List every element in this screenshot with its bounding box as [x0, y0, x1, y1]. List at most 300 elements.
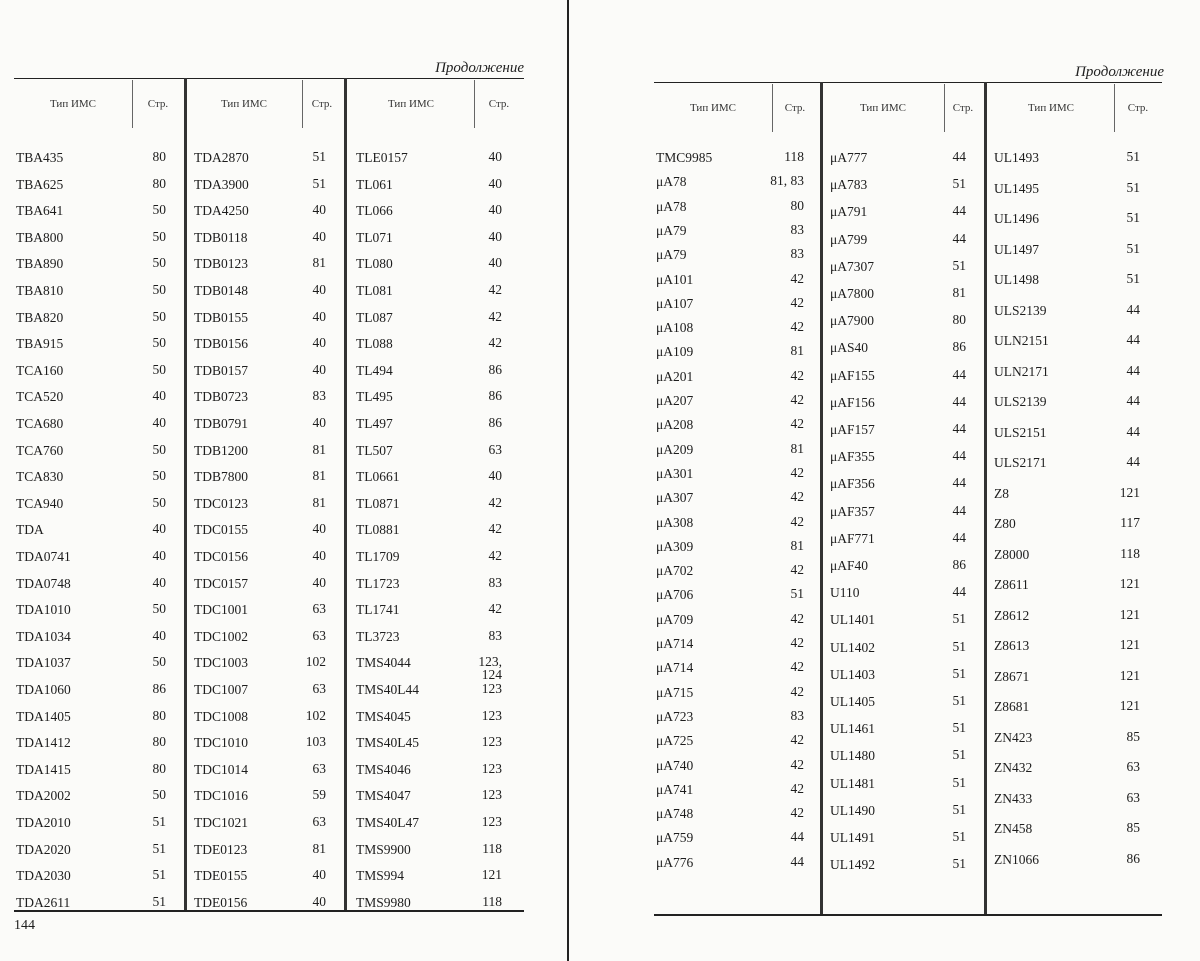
ic-type-cell: TMS4047 [356, 788, 411, 804]
page-ref-cell: 86 [488, 388, 502, 404]
page-ref-cell: 121 [1119, 667, 1140, 683]
ic-type-cell: TMC9985 [656, 150, 713, 165]
ic-type-cell: TDC1007 [194, 682, 248, 697]
page-ref-cell: 42 [790, 416, 804, 432]
page-ref-cell: 40 [312, 548, 326, 563]
page-ref-cell: 63 [312, 601, 326, 617]
ic-type-cell: TL495 [356, 389, 393, 405]
ic-type-cell: μAF40 [830, 558, 868, 573]
ic-type-cell: μA201 [656, 368, 694, 384]
ic-type-cell: TDA0741 [16, 549, 71, 564]
page-ref-cell: 40 [488, 255, 502, 271]
page-ref-cell: 80 [152, 734, 166, 750]
page-ref-cell: 63 [312, 814, 326, 829]
page-ref-cell: 40 [488, 149, 502, 164]
ic-type-cell: UL1461 [830, 721, 875, 737]
page-ref-cell: 42 [790, 319, 804, 335]
page-ref-cell: 42 [790, 659, 804, 675]
ic-type-cell: ZN423 [994, 729, 1033, 745]
header-ic-type: Тип ИМС [49, 98, 97, 110]
page-ref-cell: 40 [312, 308, 326, 324]
ic-type-cell: μA723 [656, 708, 694, 724]
page-ref-cell: 42 [488, 494, 502, 510]
page-ref-cell: 81 [790, 440, 804, 456]
page-ref-cell: 40 [312, 335, 326, 351]
ic-type-cell: μA740 [656, 757, 694, 773]
ic-type-cell: TDA [16, 522, 44, 538]
header-page: Стр. [784, 102, 806, 114]
ic-type-cell: TDC1016 [194, 788, 248, 804]
ic-type-cell: TDA1010 [16, 602, 71, 618]
ic-type-cell: μA725 [656, 733, 694, 749]
page-ref-cell: 44 [952, 203, 966, 219]
page-ref-cell: 44 [1126, 454, 1140, 469]
page-ref-cell: 42 [790, 392, 804, 407]
page-ref-cell: 81 [312, 840, 326, 856]
ic-type-cell: μA107 [656, 295, 694, 311]
ic-type-cell: μA207 [656, 393, 694, 408]
page-ref-cell: 42 [790, 805, 804, 821]
table-bottom-rule [654, 914, 1162, 916]
page-ref-cell: 86 [488, 415, 502, 430]
ic-type-cell: TMS994 [356, 868, 405, 884]
ic-type-cell: TL3723 [356, 628, 400, 644]
ic-type-cell: TDA1415 [16, 761, 71, 777]
page-ref-cell: 63 [312, 760, 326, 776]
page-ref-cell: 40 [152, 548, 166, 563]
page-ref-cell: 50 [152, 202, 166, 218]
ic-type-cell: TDB7800 [194, 469, 248, 485]
ic-type-cell: TBA915 [16, 336, 64, 352]
page-ref-cell: 50 [152, 361, 166, 377]
ic-type-cell: μA208 [656, 417, 694, 433]
page-ref-cell: 42 [790, 513, 804, 529]
ic-type-cell: μA308 [656, 514, 694, 530]
ic-type-cell: TDE0156 [194, 894, 248, 910]
ic-type-cell: ULS2139 [994, 302, 1047, 318]
ic-type-cell: ULS2171 [994, 455, 1047, 470]
ic-type-cell: TDA2611 [16, 894, 71, 910]
ic-type-cell: TDA0748 [16, 575, 71, 591]
ic-type-cell: TL066 [356, 203, 393, 219]
page-ref-cell: 40 [152, 415, 166, 430]
ic-type-cell: TDB0156 [194, 336, 248, 352]
ic-type-cell: μA706 [656, 587, 694, 603]
page-ref-cell: 123 [481, 760, 502, 776]
header-page: Стр. [311, 98, 333, 110]
ic-type-cell: TMS9980 [356, 894, 411, 910]
ic-type-cell: μA759 [656, 830, 694, 846]
ic-type-cell: TCA940 [16, 495, 64, 511]
page-ref-cell: 44 [952, 529, 966, 545]
ic-type-cell: TDC1003 [194, 655, 248, 671]
page-ref-cell: 51 [1126, 179, 1140, 195]
ic-type-cell: ULN2171 [994, 363, 1049, 379]
ic-type-cell: ZN458 [994, 821, 1033, 836]
page-ref-cell: 40 [152, 574, 166, 590]
page-ref-cell: 42 [790, 489, 804, 505]
ic-type-cell: UL1496 [994, 211, 1039, 226]
ic-type-cell: TMS40L45 [356, 735, 420, 751]
page-ref-cell: 44 [952, 393, 966, 409]
ic-type-cell: μA109 [656, 344, 694, 360]
page-ref-cell: 42 [790, 367, 804, 383]
page-ref-cell: 118 [784, 149, 804, 164]
ic-type-cell: μA702 [656, 563, 694, 579]
page-ref-cell: 40 [488, 175, 502, 191]
page-ref-cell: 44 [952, 149, 966, 164]
page-ref-cell: 81 [312, 468, 326, 484]
ic-type-cell: TL0871 [356, 495, 400, 511]
page-ref-cell: 121 [481, 867, 502, 883]
ic-type-cell: TDA2002 [16, 788, 71, 804]
ic-type-cell: Z8611 [994, 577, 1029, 592]
ic-type-cell: TCA760 [16, 442, 64, 458]
page-ref-cell: 40 [312, 228, 326, 244]
ic-type-cell: TL088 [356, 336, 393, 352]
header-ic-type: Тип ИМС [689, 102, 737, 114]
ic-type-cell: UL1401 [830, 612, 875, 628]
ic-type-cell: μA7900 [830, 313, 874, 329]
page-ref-cell: 118 [482, 840, 502, 856]
ic-type-cell: TBA641 [16, 203, 64, 219]
ic-type-cell: TDA2010 [16, 815, 71, 830]
ic-type-cell: μAS40 [830, 340, 868, 356]
page-ref-cell: 42 [790, 294, 804, 310]
ic-type-cell: TDC0123 [194, 495, 248, 511]
ic-type-cell: μAF771 [830, 530, 875, 546]
ic-type-cell: ULS2151 [994, 424, 1047, 440]
ic-type-cell: μA715 [656, 684, 694, 700]
page-ref-cell: 42 [488, 521, 502, 537]
ic-type-cell: μAF355 [830, 449, 875, 465]
ic-type-cell: TDE0155 [194, 868, 248, 884]
page-ref-cell: 42 [790, 562, 804, 578]
header-ic-type: Тип ИМС [387, 98, 435, 110]
page-ref-cell: 44 [790, 853, 804, 869]
ic-type-cell: TDC1014 [194, 761, 248, 777]
page-ref-cell: 51 [312, 149, 326, 164]
page-ref-cell: 42 [790, 780, 804, 796]
ic-type-cell: μA108 [656, 320, 694, 336]
ic-type-cell: μAF155 [830, 367, 875, 383]
ic-type-cell: TL1723 [356, 575, 400, 591]
header-separator [944, 84, 945, 132]
ic-type-cell: UL1405 [830, 694, 875, 709]
ic-type-cell: TCA520 [16, 389, 64, 405]
page-ref-cell: 51 [790, 586, 804, 602]
column-group-separator [984, 82, 987, 914]
ic-type-cell: ZN1066 [994, 851, 1039, 867]
ic-type-cell: μA309 [656, 538, 694, 554]
ic-type-cell: μA741 [656, 781, 694, 797]
page-ref-cell: 44 [1126, 423, 1140, 439]
page-ref-cell: 50 [152, 335, 166, 351]
page-ref-cell: 85 [1126, 728, 1140, 744]
ic-type-cell: μA791 [830, 204, 868, 220]
ic-type-cell: μAF157 [830, 422, 875, 437]
page-ref-cell: 63 [1126, 789, 1140, 805]
ic-type-cell: TDA4250 [194, 203, 249, 219]
ic-type-cell: TDC0157 [194, 575, 248, 591]
page-ref-cell: 51 [152, 867, 166, 883]
column-group-separator [184, 78, 187, 910]
ic-type-cell: TL080 [356, 256, 393, 272]
ic-type-cell: TBA890 [16, 256, 64, 272]
page-ref-cell: 51 [952, 693, 966, 708]
ic-type-cell: μA79 [656, 222, 687, 238]
header-page: Стр. [147, 98, 169, 110]
ic-type-cell: TBA810 [16, 283, 64, 298]
ic-type-cell: UL1495 [994, 180, 1039, 196]
ic-type-cell: TDB1200 [194, 442, 248, 458]
page-ref-cell: 123, 124 [478, 654, 502, 683]
page-ref-cell: 42 [488, 548, 502, 563]
page-ref-cell: 42 [790, 270, 804, 286]
page-ref-cell: 51 [952, 665, 966, 681]
page-ref-cell: 51 [952, 856, 966, 872]
ic-type-cell: TL497 [356, 416, 393, 431]
page-ref-cell: 83 [488, 627, 502, 643]
ic-type-cell: TDB0118 [194, 229, 248, 245]
ic-type-cell: TMS4046 [356, 761, 411, 777]
ic-type-cell: TBA435 [16, 150, 64, 165]
ic-type-cell: μA79 [656, 247, 687, 263]
ic-type-cell: TDC0156 [194, 549, 248, 564]
ic-type-cell: TDA1412 [16, 735, 71, 751]
page-ref-cell: 121 [1119, 484, 1140, 500]
page-ref-cell: 44 [1126, 393, 1140, 408]
page-ref-cell: 50 [152, 255, 166, 271]
page-ref-cell: 51 [952, 257, 966, 273]
page-ref-cell: 44 [952, 448, 966, 464]
page-ref-cell: 86 [952, 339, 966, 355]
ic-type-cell: UL1402 [830, 639, 875, 655]
page-ref-cell: 50 [152, 787, 166, 803]
ic-type-cell: TDB0148 [194, 283, 248, 298]
page-ref-cell: 40 [488, 468, 502, 484]
ic-type-cell: UL1490 [830, 802, 875, 818]
page-ref-cell: 81 [312, 441, 326, 457]
ic-type-cell: TCA680 [16, 416, 64, 431]
page-ref-cell: 51 [312, 175, 326, 191]
page-ref-cell: 40 [312, 574, 326, 590]
page-ref-cell: 117 [1120, 515, 1140, 530]
page-ref-cell: 81 [312, 494, 326, 510]
page-ref-cell: 118 [482, 893, 502, 909]
page-ref-cell: 40 [312, 867, 326, 883]
page-ref-cell: 50 [152, 494, 166, 510]
ic-type-cell: TDB0123 [194, 256, 248, 272]
page-ref-cell: 42 [790, 610, 804, 626]
ic-type-cell: μA714 [656, 660, 694, 676]
page-ref-cell: 123 [481, 814, 502, 829]
page-ref-cell: 63 [488, 441, 502, 457]
ic-type-cell: μA307 [656, 490, 694, 506]
page-ref-cell: 86 [952, 557, 966, 572]
ic-type-cell: TDA3900 [194, 176, 249, 192]
header-page: Стр. [488, 98, 510, 110]
table-top-rule [14, 78, 524, 79]
ic-type-cell: TL071 [356, 229, 393, 245]
page-ref-cell: 50 [152, 282, 166, 297]
header-page: Стр. [952, 102, 974, 114]
page-ref-cell: 40 [152, 521, 166, 537]
ic-type-cell: TBA625 [16, 176, 64, 192]
page-ref-cell: 44 [952, 475, 966, 491]
ic-type-cell: Z8613 [994, 638, 1030, 653]
ic-type-cell: TDA2020 [16, 841, 71, 857]
ic-type-cell: TCA830 [16, 469, 64, 485]
ic-type-cell: TL0881 [356, 522, 400, 538]
ic-type-cell: UL1403 [830, 666, 875, 682]
ic-type-cell: Z8671 [994, 668, 1030, 684]
page-ref-cell: 86 [1126, 850, 1140, 866]
header-separator [1114, 84, 1115, 132]
ic-type-cell: TL507 [356, 442, 393, 458]
ic-type-cell: TDC1002 [194, 628, 248, 644]
ic-type-cell: ZN432 [994, 760, 1033, 775]
ic-type-cell: TDB0791 [194, 416, 248, 431]
header-separator [132, 80, 133, 128]
ic-type-cell: TDE0123 [194, 841, 248, 857]
page-ref-cell: 102 [305, 707, 326, 723]
page-ref-cell: 40 [312, 893, 326, 909]
page-ref-cell: 63 [1126, 759, 1140, 774]
page-ref-cell: 81 [790, 537, 804, 553]
page-ref-cell: 83 [790, 221, 804, 237]
page-ref-cell: 85 [1126, 820, 1140, 835]
page-ref-cell: 44 [952, 502, 966, 518]
ic-type-cell: μA301 [656, 465, 694, 481]
page-ref-cell: 51 [952, 176, 966, 192]
ic-type-cell: μA777 [830, 150, 868, 165]
ic-type-cell: μA799 [830, 231, 868, 247]
ic-type-cell: UL1498 [994, 272, 1039, 287]
ic-type-cell: μAF156 [830, 394, 875, 410]
page-ref-cell: 59 [312, 787, 326, 803]
ic-type-cell: TDC0155 [194, 522, 248, 538]
ic-type-cell: TDC1021 [194, 815, 248, 830]
ic-type-cell: TMS9900 [356, 841, 411, 857]
page-ref-cell: 51 [152, 814, 166, 829]
page-ref-cell: 123 [481, 681, 502, 696]
ic-type-cell: TDA2030 [16, 868, 71, 884]
page-ref-cell: 50 [152, 308, 166, 324]
page-ref-cell: 40 [312, 282, 326, 297]
ic-type-cell: TL087 [356, 309, 393, 325]
page-ref-cell: 51 [952, 774, 966, 790]
page-ref-cell: 50 [152, 441, 166, 457]
page-ref-cell: 42 [790, 683, 804, 699]
ic-type-cell: UL1481 [830, 775, 875, 791]
page-ref-cell: 42 [790, 732, 804, 748]
page-ref-cell: 44 [952, 421, 966, 436]
page-ref-cell: 42 [790, 635, 804, 650]
page-ref-cell: 42 [790, 756, 804, 772]
column-group-separator [344, 78, 347, 910]
header-ic-type: Тип ИМС [1027, 102, 1075, 114]
page-ref-cell: 121 [1119, 698, 1140, 713]
ic-type-cell: TL1741 [356, 602, 400, 618]
ic-type-cell: μA776 [656, 854, 694, 870]
page-ref-cell: 123 [481, 734, 502, 750]
page-ref-cell: 86 [488, 361, 502, 377]
left-page [0, 0, 560, 961]
page-ref-cell: 42 [488, 308, 502, 324]
ic-type-cell: μA714 [656, 636, 694, 651]
ic-type-cell: UL1493 [994, 150, 1039, 165]
page-ref-cell: 42 [790, 464, 804, 480]
page-ref-cell: 51 [952, 801, 966, 817]
page-ref-cell: 51 [1126, 210, 1140, 225]
page-ref-cell: 44 [790, 829, 804, 845]
ic-type-cell: TDB0157 [194, 362, 248, 378]
ic-type-cell: μAF356 [830, 476, 875, 492]
page-ref-cell: 42 [488, 282, 502, 297]
page-ref-cell: 50 [152, 468, 166, 484]
page-ref-cell: 123 [481, 787, 502, 803]
ic-type-cell: TL081 [356, 283, 393, 298]
page-ref-cell: 40 [152, 388, 166, 404]
ic-type-cell: TDA2870 [194, 150, 249, 165]
ic-type-cell: μA209 [656, 441, 694, 457]
page-ref-cell: 81 [790, 343, 804, 359]
ic-type-cell: TDB0155 [194, 309, 248, 325]
page-ref-cell: 42 [488, 601, 502, 617]
ic-type-cell: TDA1405 [16, 708, 71, 724]
page-ref-cell: 44 [1126, 301, 1140, 317]
page-ref-cell: 51 [952, 720, 966, 736]
page-ref-cell: 80 [152, 149, 166, 164]
ic-type-cell: U110 [830, 585, 860, 601]
ic-type-cell: μA709 [656, 611, 694, 627]
ic-type-cell: μA7800 [830, 286, 874, 301]
page-ref-cell: 80 [152, 707, 166, 723]
header-page: Стр. [1127, 102, 1149, 114]
page-ref-cell: 118 [1120, 545, 1140, 561]
ic-type-cell: TCA160 [16, 362, 64, 378]
page-ref-cell: 50 [152, 654, 166, 670]
table-bottom-rule [14, 910, 524, 912]
ic-type-cell: TDA1034 [16, 628, 71, 644]
page-ref-cell: 81 [312, 255, 326, 271]
ic-type-cell: TDA1060 [16, 682, 71, 697]
page-ref-cell: 51 [152, 840, 166, 856]
page-ref-cell: 51 [1126, 240, 1140, 256]
page-ref-cell: 51 [1126, 271, 1140, 286]
ic-type-cell: TMS40L47 [356, 815, 420, 830]
page-ref-cell: 80 [152, 760, 166, 776]
page-ref-cell: 40 [312, 415, 326, 430]
page-ref-cell: 51 [1126, 149, 1140, 164]
page-ref-cell: 81 [952, 285, 966, 300]
page-ref-cell: 102 [305, 654, 326, 670]
ic-type-cell: TL061 [356, 176, 393, 192]
ic-type-cell: Z80 [994, 516, 1016, 531]
ic-type-cell: TL1709 [356, 549, 400, 564]
ic-type-cell: TDA1037 [16, 655, 71, 671]
ic-type-cell: ZN433 [994, 790, 1033, 806]
header-separator [302, 80, 303, 128]
page-ref-cell: 44 [952, 366, 966, 382]
page-ref-cell: 50 [152, 228, 166, 244]
page-ref-cell: 40 [488, 228, 502, 244]
ic-type-cell: Z8681 [994, 699, 1030, 714]
ic-type-cell: μA748 [656, 806, 694, 822]
page-ref-cell: 121 [1119, 576, 1140, 591]
page-ref-cell: 80 [790, 197, 804, 213]
